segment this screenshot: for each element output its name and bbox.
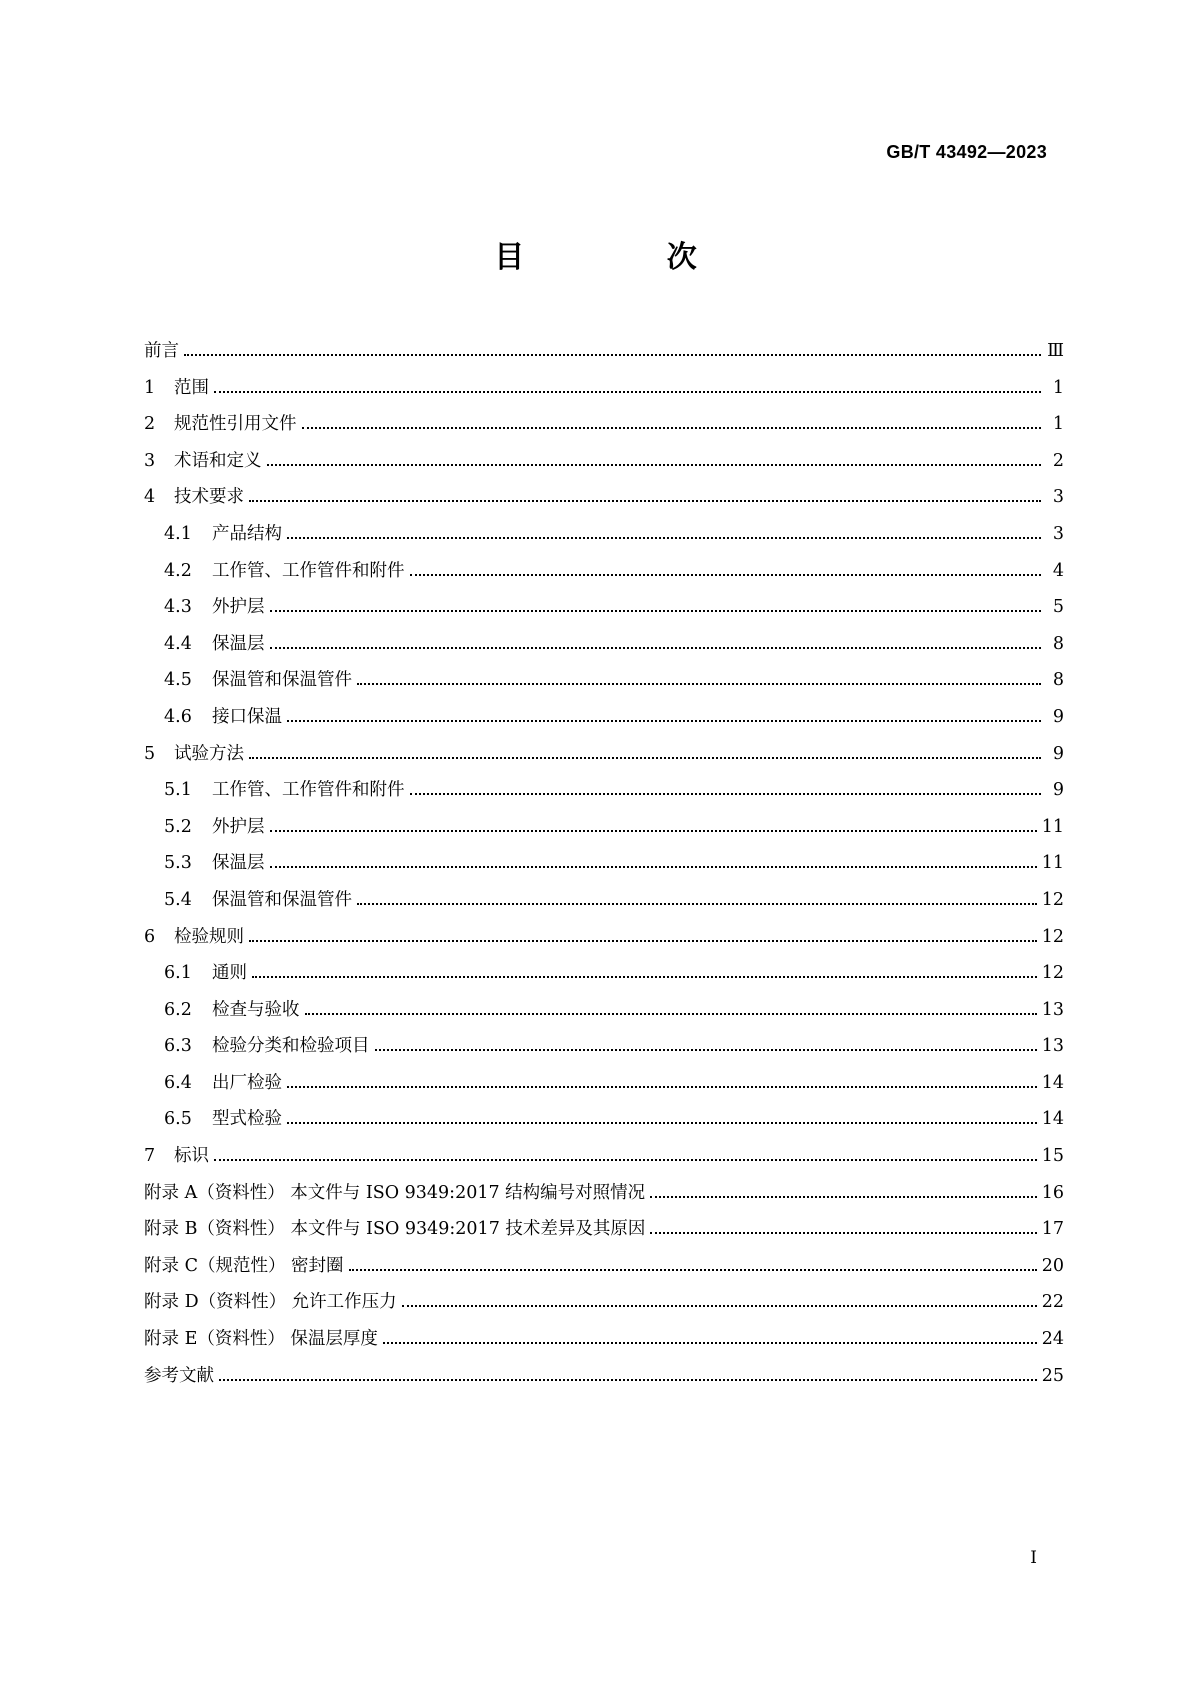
- toc-entry[interactable]: [144, 557, 1064, 594]
- toc-entry[interactable]: [144, 1252, 1064, 1289]
- toc-entry-number: 5.4: [164, 889, 192, 910]
- toc-entry-page: 14: [1041, 1109, 1064, 1130]
- toc-entry-page: 9: [1052, 706, 1064, 727]
- toc-entry-label: 保温管和保温管件: [212, 889, 352, 910]
- toc-entry-page: 1: [1052, 377, 1064, 398]
- toc-entry-number: 6.3: [164, 1036, 192, 1057]
- toc-entry-number: 6.1: [164, 963, 192, 984]
- toc-entry[interactable]: [144, 593, 1064, 630]
- toc-entry[interactable]: [144, 1142, 1064, 1179]
- toc-entry-page: Ⅲ: [1047, 341, 1064, 361]
- toc-entry[interactable]: [144, 1362, 1064, 1399]
- toc-entry[interactable]: [144, 703, 1064, 740]
- toc-entry[interactable]: [144, 483, 1064, 520]
- toc-entry-label: 工作管、工作管件和附件: [212, 560, 405, 581]
- toc-entry-number: 6.4: [164, 1072, 192, 1093]
- dot-leader: [410, 781, 1042, 796]
- toc-entry-page: 2: [1052, 450, 1064, 471]
- toc-entry[interactable]: [144, 776, 1064, 813]
- toc-entry-label: 检验规则: [174, 926, 244, 947]
- dot-leader: [349, 1256, 1037, 1271]
- dot-leader: [270, 854, 1037, 869]
- toc-entry-number: 6: [144, 926, 156, 947]
- dot-leader: [650, 1220, 1036, 1235]
- toc-entry-page: 11: [1041, 853, 1064, 874]
- toc-entry-page: 25: [1041, 1365, 1064, 1386]
- toc-entry-label: 附录 B（资料性） 本文件与 ISO 9349:2017 技术差异及其原因: [144, 1219, 646, 1240]
- dot-leader: [357, 671, 1041, 686]
- toc-entry-label: 外护层: [212, 597, 265, 618]
- toc-entry-label: 产品结构: [212, 523, 282, 544]
- dot-leader: [214, 1146, 1037, 1161]
- toc-entry-label: 附录 E（资料性） 保温层厚度: [144, 1329, 378, 1350]
- dot-leader: [219, 1366, 1037, 1381]
- toc-entry-page: 1: [1052, 414, 1064, 435]
- dot-leader: [302, 415, 1042, 430]
- toc-entry[interactable]: [144, 923, 1064, 960]
- toc-entry-label: 接口保温: [212, 706, 282, 727]
- toc-entry[interactable]: [144, 1215, 1064, 1252]
- toc-entry[interactable]: [144, 740, 1064, 777]
- toc-entry-label: 出厂检验: [212, 1072, 282, 1093]
- toc-entry-page: 16: [1041, 1182, 1064, 1203]
- toc-entry-number: 4.4: [164, 633, 192, 654]
- toc-entry-number: 4.6: [164, 706, 192, 727]
- table-of-contents: [144, 337, 1064, 1398]
- toc-entry-number: 6.5: [164, 1109, 192, 1130]
- toc-entry-page: 13: [1041, 999, 1064, 1020]
- page-number: I: [1030, 1548, 1037, 1568]
- toc-entry-label: 检验分类和检验项目: [212, 1036, 370, 1057]
- toc-entry-page: 8: [1052, 670, 1064, 691]
- toc-entry-label: 保温层: [212, 633, 265, 654]
- toc-entry-page: 12: [1041, 889, 1064, 910]
- toc-entry-label: 前言: [144, 341, 179, 361]
- toc-entry-page: 9: [1052, 743, 1064, 764]
- toc-entry[interactable]: [144, 630, 1064, 667]
- toc-entry[interactable]: [144, 447, 1064, 484]
- dot-leader: [402, 1293, 1037, 1308]
- dot-leader: [357, 890, 1037, 905]
- toc-entry[interactable]: [144, 1325, 1064, 1362]
- dot-leader: [305, 1000, 1037, 1015]
- toc-entry[interactable]: [144, 1032, 1064, 1069]
- toc-entry-page: 3: [1052, 487, 1064, 508]
- toc-entry-page: 5: [1052, 597, 1064, 618]
- toc-entry-label: 保温管和保温管件: [212, 670, 352, 691]
- dot-leader: [214, 378, 1041, 393]
- toc-title: 目 次: [494, 240, 763, 275]
- toc-entry[interactable]: [144, 1105, 1064, 1142]
- toc-entry-label: 附录 C（规范性） 密封圈: [144, 1255, 344, 1276]
- toc-entry[interactable]: [144, 666, 1064, 703]
- toc-entry-page: 12: [1041, 926, 1064, 947]
- toc-entry-number: 7: [144, 1146, 156, 1167]
- dot-leader: [267, 451, 1042, 466]
- toc-entry[interactable]: [144, 996, 1064, 1033]
- toc-entry-label: 参考文献: [144, 1365, 214, 1386]
- toc-entry-label: 规范性引用文件: [174, 414, 297, 435]
- toc-entry-label: 附录 A（资料性） 本文件与 ISO 9349:2017 结构编号对照情况: [144, 1182, 646, 1203]
- toc-entry-page: 4: [1052, 560, 1064, 581]
- dot-leader: [287, 1073, 1037, 1088]
- toc-entry[interactable]: [144, 886, 1064, 923]
- dot-leader: [270, 817, 1037, 832]
- standard-code: GB/T 43492—2023: [886, 142, 1047, 162]
- toc-entry-number: 5: [144, 743, 156, 764]
- toc-entry-page: 17: [1041, 1219, 1064, 1240]
- toc-entry-number: 4.1: [164, 523, 192, 544]
- toc-entry-label: 技术要求: [174, 487, 244, 508]
- dot-leader: [249, 927, 1037, 942]
- toc-entry-label: 型式检验: [212, 1109, 282, 1130]
- toc-entry-label: 范围: [174, 377, 209, 398]
- toc-entry-page: 9: [1052, 780, 1064, 801]
- toc-entry-number: 5.3: [164, 853, 192, 874]
- toc-entry-number: 5.1: [164, 780, 192, 801]
- toc-entry-label: 术语和定义: [174, 450, 262, 471]
- toc-entry-number: 3: [144, 450, 156, 471]
- toc-entry-label: 工作管、工作管件和附件: [212, 780, 405, 801]
- dot-leader: [252, 964, 1037, 979]
- dot-leader: [410, 561, 1042, 576]
- toc-entry-label: 通则: [212, 963, 247, 984]
- toc-entry[interactable]: [144, 1179, 1064, 1216]
- toc-entry-label: 标识: [174, 1146, 209, 1167]
- toc-entry-number: 2: [144, 414, 156, 435]
- toc-entry-label: 试验方法: [174, 743, 244, 764]
- dot-leader: [249, 488, 1041, 503]
- toc-entry-label: 保温层: [212, 853, 265, 874]
- toc-entry-number: 4.5: [164, 670, 192, 691]
- toc-entry-page: 14: [1041, 1072, 1064, 1093]
- toc-entry-page: 8: [1052, 633, 1064, 654]
- dot-leader: [287, 1110, 1037, 1125]
- toc-entry-number: 5.2: [164, 816, 192, 837]
- toc-entry-label: 附录 D（资料性） 允许工作压力: [144, 1292, 397, 1313]
- toc-entry[interactable]: [144, 520, 1064, 557]
- toc-entry[interactable]: [144, 374, 1064, 411]
- toc-entry-page: 24: [1041, 1329, 1064, 1350]
- toc-entry-number: 4: [144, 487, 156, 508]
- toc-entry-page: 3: [1052, 523, 1064, 544]
- toc-entry-number: 6.2: [164, 999, 192, 1020]
- toc-entry-label: 外护层: [212, 816, 265, 837]
- toc-entry[interactable]: [144, 337, 1064, 374]
- dot-leader: [375, 1037, 1037, 1052]
- dot-leader: [287, 707, 1041, 722]
- dot-leader: [287, 524, 1041, 539]
- toc-entry[interactable]: [144, 410, 1064, 447]
- toc-entry-page: 13: [1041, 1036, 1064, 1057]
- toc-entry[interactable]: [144, 1069, 1064, 1106]
- dot-leader: [249, 744, 1041, 759]
- dot-leader: [270, 598, 1042, 613]
- toc-entry[interactable]: [144, 1288, 1064, 1325]
- toc-entry-page: 12: [1041, 963, 1064, 984]
- toc-entry[interactable]: [144, 849, 1064, 886]
- toc-entry-page: 15: [1041, 1146, 1064, 1167]
- toc-entry-number: 1: [144, 377, 156, 398]
- toc-entry-label: 检查与验收: [212, 999, 300, 1020]
- toc-entry-page: 22: [1041, 1292, 1064, 1313]
- dot-leader: [383, 1329, 1037, 1344]
- toc-entry-page: 20: [1041, 1255, 1064, 1276]
- dot-leader: [184, 341, 1041, 356]
- toc-entry[interactable]: [144, 813, 1064, 850]
- toc-entry-number: 4.3: [164, 597, 192, 618]
- toc-entry-number: 4.2: [164, 560, 192, 581]
- dot-leader: [650, 1183, 1037, 1198]
- dot-leader: [270, 634, 1042, 649]
- toc-entry[interactable]: [144, 959, 1064, 996]
- toc-entry-page: 11: [1041, 816, 1064, 837]
